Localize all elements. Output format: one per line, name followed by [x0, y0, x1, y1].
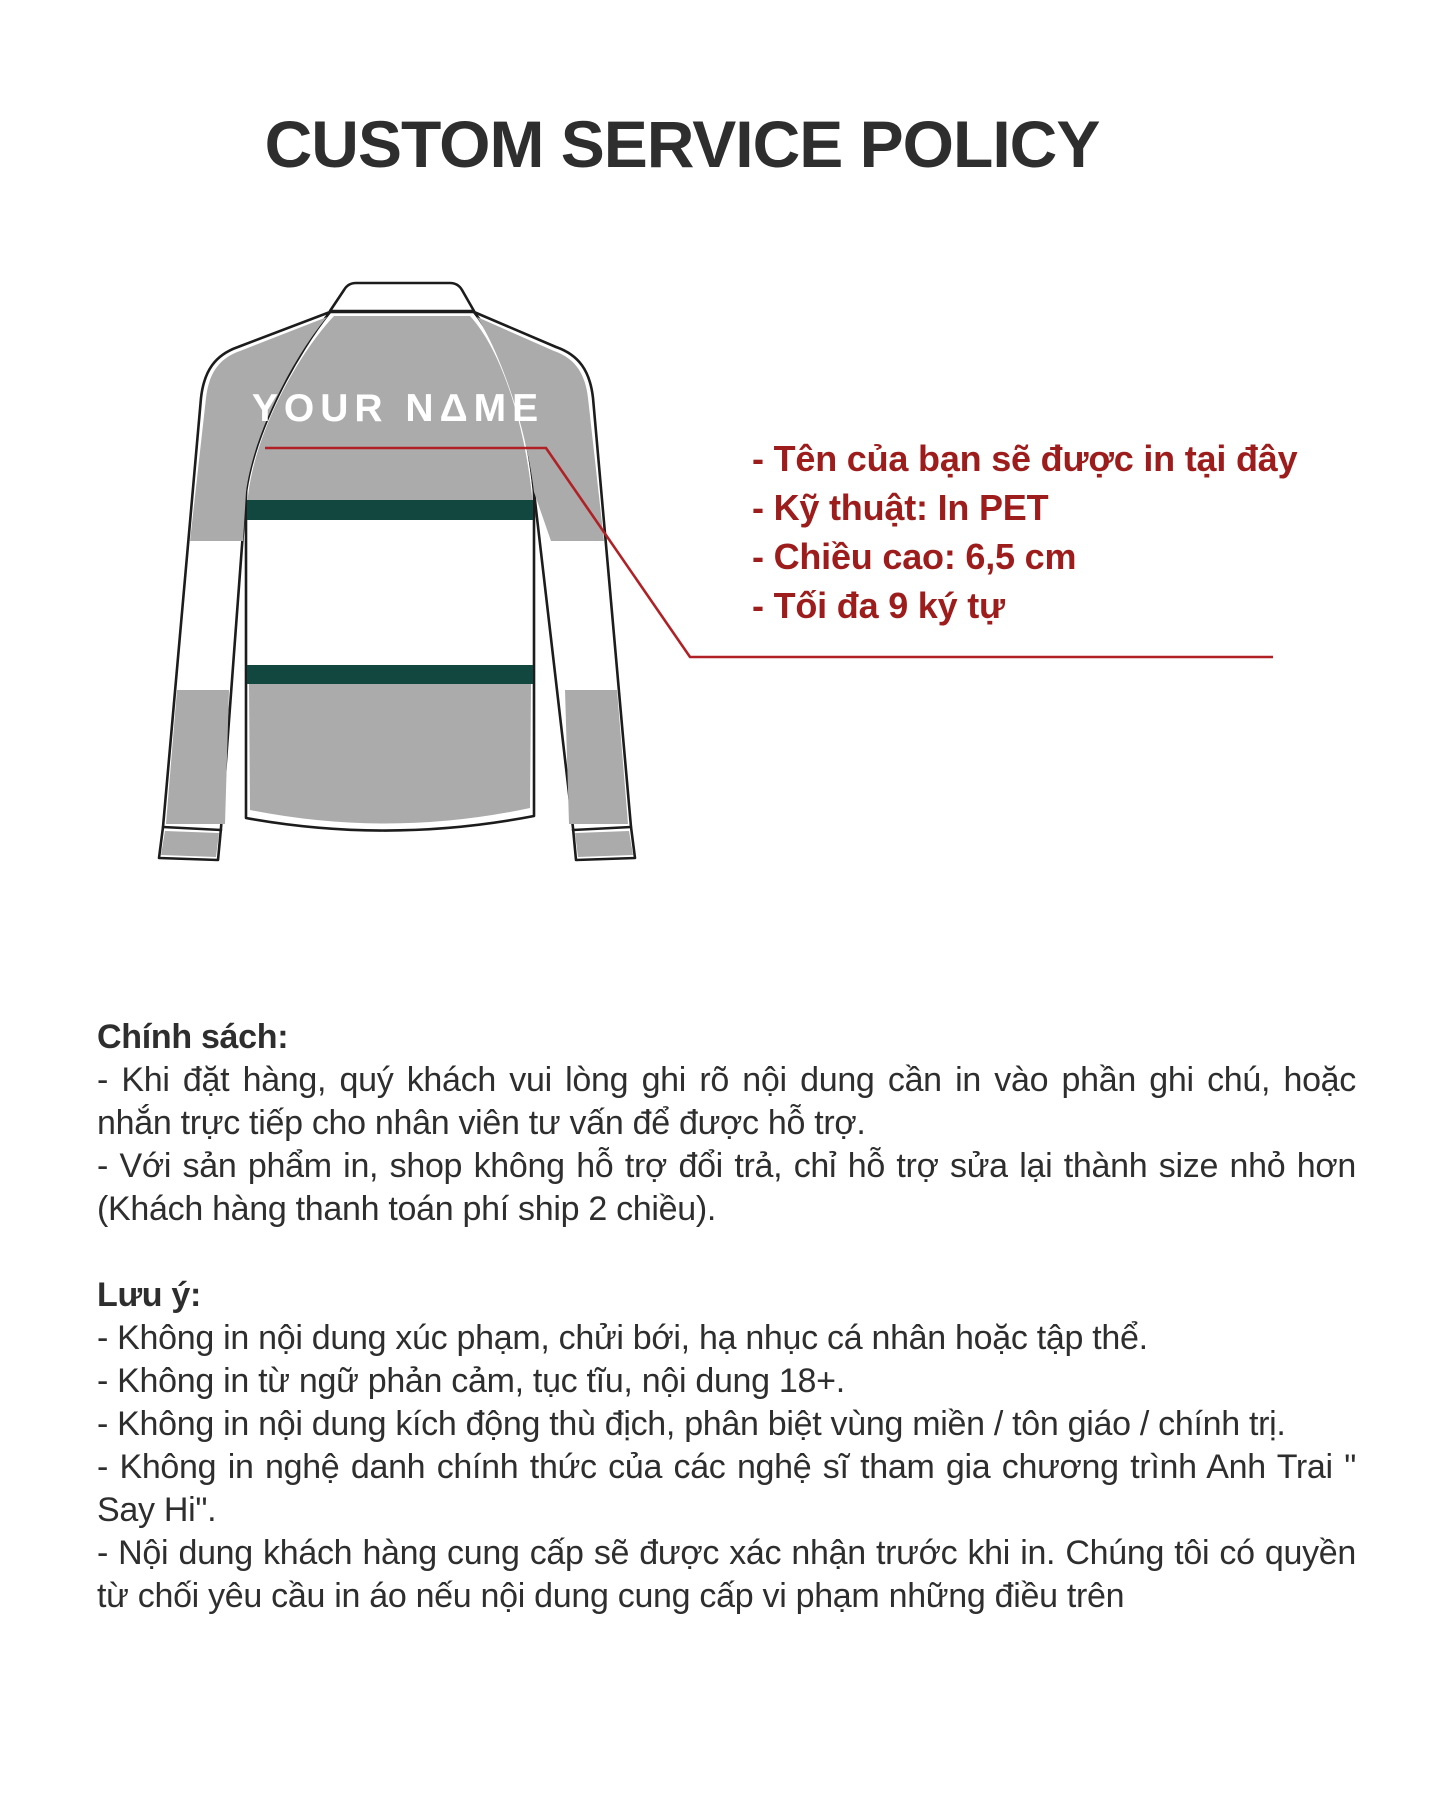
notes-paragraph: - Không in nội dung xúc phạm, chửi bới, hạ nhục cá nhân hoặc tập thể.	[97, 1319, 1148, 1357]
page-title: CUSTOM SERVICE POLICY	[264, 107, 1100, 181]
annotation-item-height: - Chiều cao: 6,5 cm	[752, 536, 1077, 577]
notes-section-heading: Lưu ý:	[97, 1276, 202, 1314]
jacket-lower-back-panel	[249, 684, 531, 824]
notes-paragraph: - Không in nội dung kích động thù địch, phân biệt vùng miền / tôn giáo / chính trị.	[97, 1405, 1286, 1443]
annotation-item-technique: - Kỹ thuật: In PET	[752, 487, 1049, 528]
policy-paragraph: - Với sản phẩm in, shop không hỗ trợ đổi trả, chỉ hỗ trợ sửa lại thành size nhỏ hơn (Khách hàng thanh toán phí ship 2 chiều).	[97, 1147, 1356, 1228]
policy-paragraph: - Khi đặt hàng, quý khách vui lòng ghi rõ nội dung cần in vào phần ghi chú, hoặc nhắn trực tiếp cho nhân viên tư vấn để được hỗ trợ.	[97, 1061, 1356, 1142]
jacket-right-sleeve-forearm-gray	[565, 690, 628, 824]
annotation-item-placement: - Tên của bạn sẽ được in tại đây	[752, 438, 1298, 479]
jacket-left-cuff-gray	[161, 831, 219, 857]
policy-text-block	[97, 1016, 1356, 1618]
jacket-left-sleeve-forearm-gray	[166, 690, 229, 824]
jacket-chest-stripe-top	[247, 500, 533, 520]
annotation-item-max-chars: - Tối đa 9 ký tự	[752, 585, 1005, 626]
jacket-collar	[330, 283, 474, 311]
jacket-chest-stripe-bottom	[247, 665, 533, 684]
notes-paragraph: - Không in từ ngữ phản cảm, tục tĩu, nội dung 18+.	[97, 1362, 845, 1400]
notes-paragraph: - Nội dung khách hàng cung cấp sẽ được xác nhận trước khi in. Chúng tôi có quyền từ chối yêu cầu in áo nếu nội dung cung cấp vi phạm những điều trên	[97, 1534, 1356, 1615]
print-name-placeholder: YOUR NΔME	[251, 387, 545, 430]
notes-paragraph: - Không in nghệ danh chính thức của các nghệ sĩ tham gia chương trình Anh Trai " Say Hi".	[97, 1448, 1356, 1529]
print-spec-annotations	[752, 434, 1297, 630]
policy-section-heading: Chính sách:	[97, 1018, 289, 1056]
jacket-right-cuff-gray	[575, 831, 633, 857]
